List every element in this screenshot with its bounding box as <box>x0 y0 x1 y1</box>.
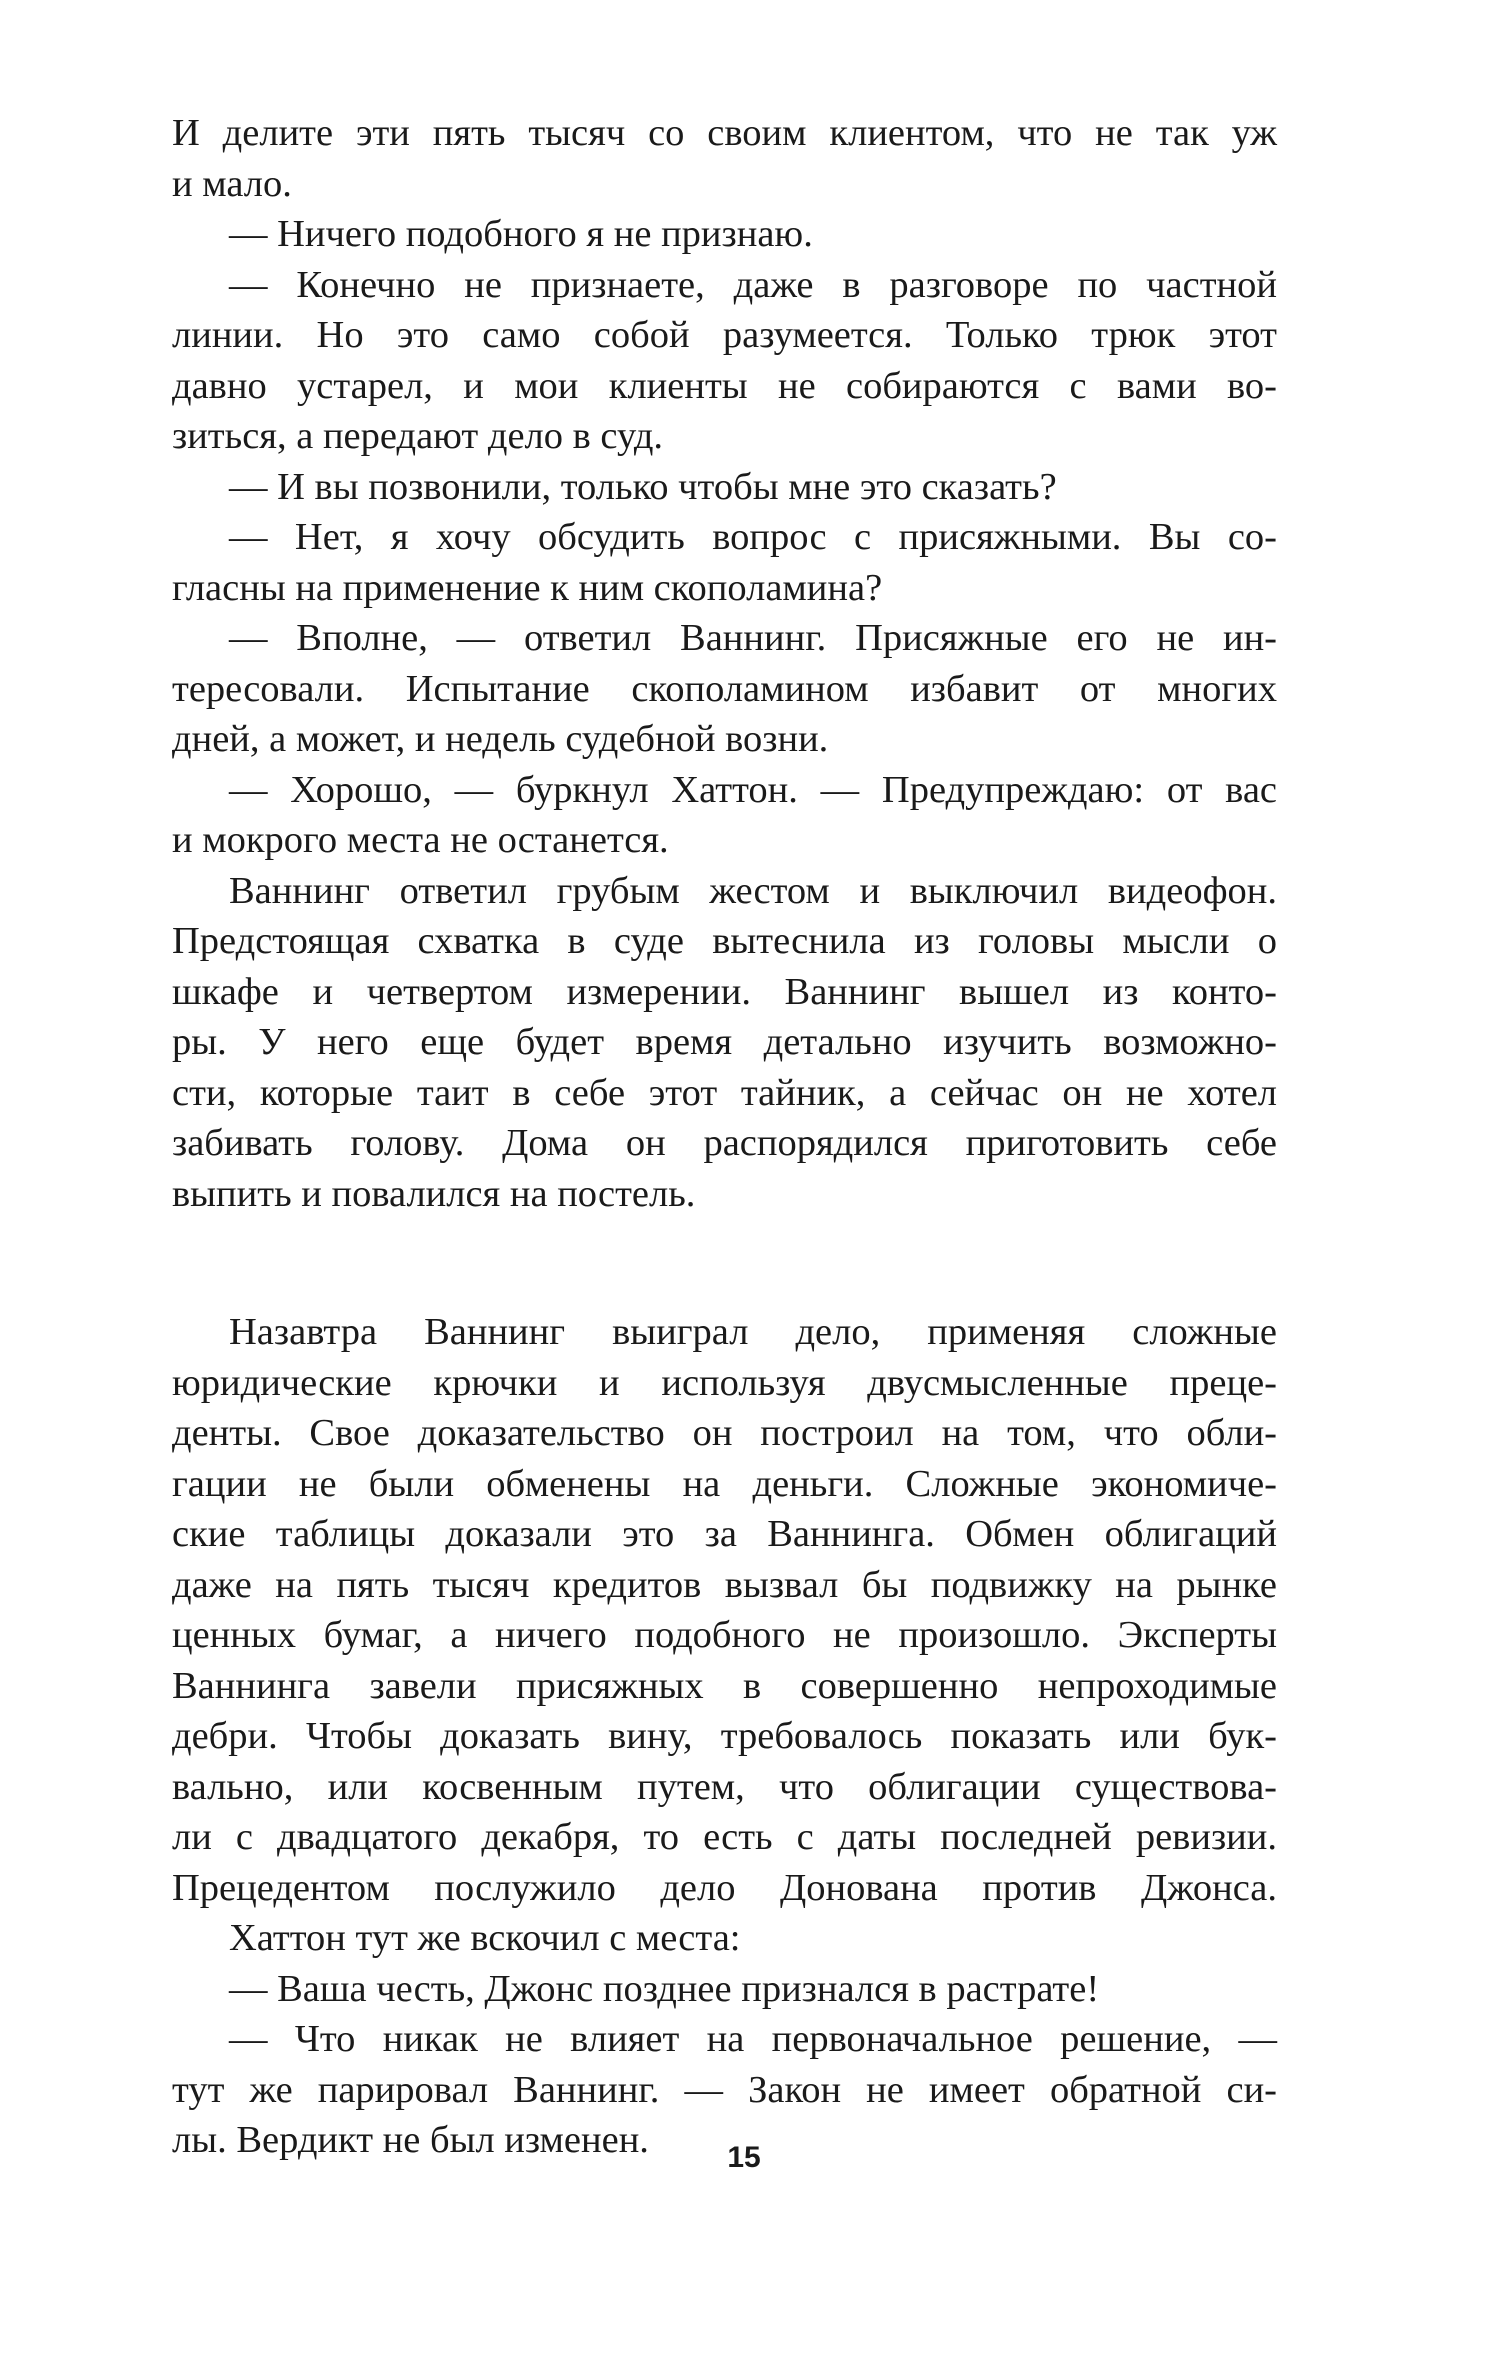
text-line: — Ваша честь, Джонс позднее признался в растрате! <box>229 1967 1100 2010</box>
body-text <box>172 108 1277 2166</box>
text-line: вально, или косвенным путем, что облигации существова- <box>172 1765 1277 1808</box>
text-line: давно устарел, и мои клиенты не собираются с вами во- <box>172 364 1277 407</box>
text-line: и мало. <box>172 162 292 205</box>
text-line: зиться, а передают дело в суд. <box>172 415 664 457</box>
text-line: Прецедентом послужило дело Донована против Джонса. <box>172 1866 1277 1909</box>
text-line: гласны на применение к ним скополамина? <box>172 566 883 609</box>
text-line: — Конечно не признаете, даже в разговоре по частной <box>229 263 1277 306</box>
text-line: забивать голову. Дома он распорядился приготовить себе <box>172 1122 1277 1164</box>
text-line: линии. Но это само собой разумеется. Только трюк этот <box>172 314 1277 356</box>
text-line: тересовали. Испытание скополамином избавит от многих <box>172 667 1277 710</box>
text-line: Предстоящая схватка в суде вытеснила из головы мысли о <box>172 920 1277 962</box>
text-line: ценных бумаг, а ничего подобного не произошло. Эксперты <box>172 1614 1277 1656</box>
text-section-1 <box>172 108 1277 1219</box>
text-line: даже на пять тысяч кредитов вызвал бы подвижку на рынке <box>172 1563 1277 1606</box>
text-line: денты. Свое доказательство он построил на том, что обли- <box>172 1412 1277 1454</box>
text-line: сти, которые таит в себе этот тайник, а сейчас он не хотел <box>172 1071 1277 1114</box>
text-line: ры. У него еще будет время детально изучить возможно- <box>172 1021 1277 1063</box>
text-line: И делите эти пять тысяч со своим клиентом, что не так уж <box>172 112 1277 154</box>
text-line: Назавтра Ваннинг выиграл дело, применяя сложные <box>229 1311 1277 1353</box>
text-line: шкафе и четвертом измерении. Ваннинг вышел из конто- <box>172 970 1277 1013</box>
text-line: ские таблицы доказали это за Ваннинга. Обмен облигаций <box>172 1513 1277 1555</box>
page-number: 15 <box>727 2141 761 2174</box>
text-line: — Вполне, — ответил Ваннинг. Присяжные его не ин- <box>229 617 1277 659</box>
text-line: Ваннинга завели присяжных в совершенно непроходимые <box>172 1664 1277 1707</box>
section-break <box>172 1219 1277 1307</box>
text-line: — Хорошо, — буркнул Хаттон. — Предупреждаю: от вас <box>229 768 1277 811</box>
text-line: тут же парировал Ваннинг. — Закон не имеет обратной си- <box>172 2068 1277 2111</box>
text-line: и мокрого места не останется. <box>172 819 669 861</box>
text-line: гации не были обменены на деньги. Сложные экономиче- <box>172 1462 1277 1505</box>
text-line: — И вы позвонили, только чтобы мне это сказать? <box>229 465 1057 508</box>
text-line: дней, а может, и недель судебной возни. <box>172 718 829 760</box>
text-line: — Нет, я хочу обсудить вопрос с присяжными. Вы со- <box>229 516 1277 558</box>
text-line: лы. Вердикт не был изменен. <box>172 2119 649 2161</box>
text-line: Хаттон тут же вскочил с места: <box>229 1917 741 1959</box>
text-line: выпить и повалился на постель. <box>172 1172 696 1215</box>
text-line: Ваннинг ответил грубым жестом и выключил видеофон. <box>229 869 1277 912</box>
text-line: юридические крючки и используя двусмысленные преце- <box>172 1361 1277 1404</box>
text-line: — Что никак не влияет на первоначальное решение, — <box>229 2018 1277 2060</box>
text-line: дебри. Чтобы доказать вину, требовалось показать или бук- <box>172 1715 1277 1757</box>
text-line: ли с двадцатого декабря, то есть с даты последней ревизии. <box>172 1816 1277 1858</box>
text-line: — Ничего подобного я не признаю. <box>229 213 813 255</box>
text-section-2 <box>172 1307 1277 2166</box>
